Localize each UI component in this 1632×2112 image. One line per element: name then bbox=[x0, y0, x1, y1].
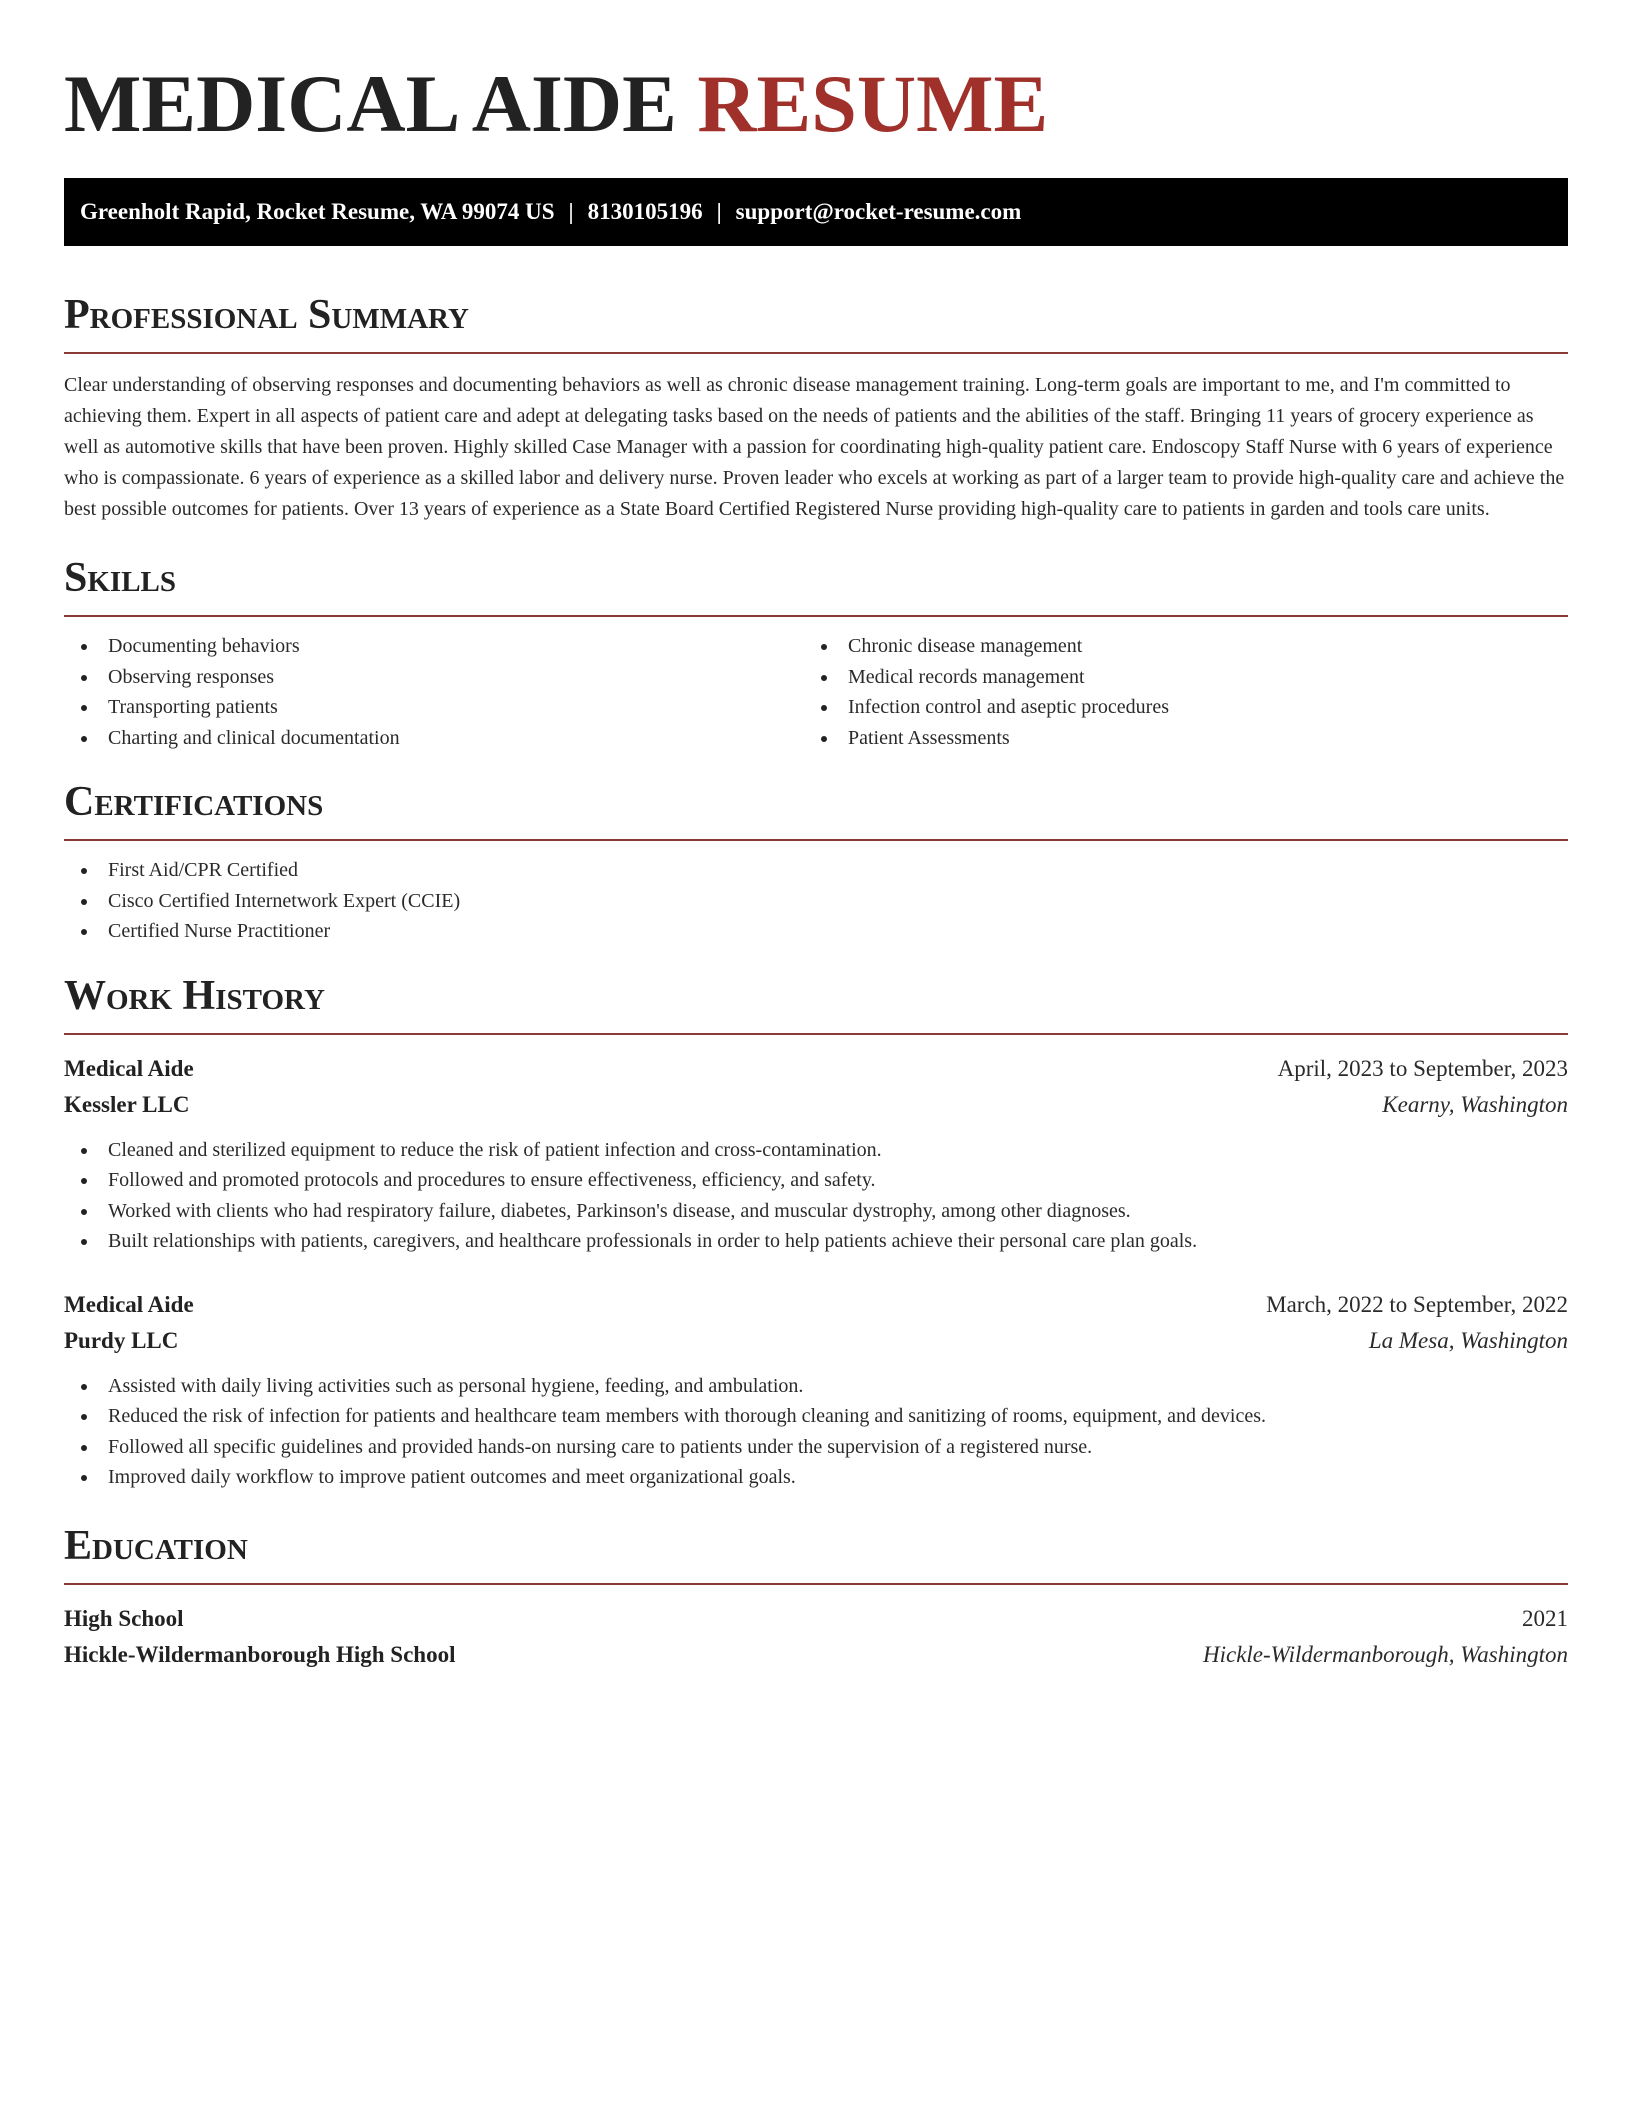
certification-item: First Aid/CPR Certified bbox=[64, 855, 1568, 886]
contact-bar bbox=[64, 178, 1568, 246]
section-divider bbox=[64, 1583, 1568, 1585]
skill-item: Charting and clinical documentation bbox=[64, 723, 804, 754]
job-duty-item: Assisted with daily living activities such as personal hygiene, feeding, and ambulation. bbox=[64, 1371, 1568, 1402]
education-year: 2021 bbox=[1522, 1605, 1568, 1631]
education-section bbox=[64, 1521, 1568, 1673]
summary-section bbox=[64, 290, 1568, 525]
job-duties-list bbox=[64, 1135, 1568, 1257]
job-duty-item: Followed all specific guidelines and provided hands-on nursing care to patients under the supervision of a registered nurse. bbox=[64, 1432, 1568, 1463]
job-header-row bbox=[64, 1287, 1568, 1323]
certifications-list bbox=[64, 855, 1568, 947]
job-title: Medical Aide bbox=[64, 1055, 194, 1081]
job-header-row bbox=[64, 1051, 1568, 1087]
contact-phone: 8130105196 bbox=[587, 199, 703, 224]
summary-heading: Professional Summary bbox=[64, 292, 469, 338]
skills-section bbox=[64, 553, 1568, 753]
job-duties-list bbox=[64, 1371, 1568, 1493]
skill-item: Chronic disease management bbox=[804, 631, 1544, 662]
job-location: Kearny, Washington bbox=[1382, 1091, 1568, 1117]
job-location: La Mesa, Washington bbox=[1368, 1327, 1568, 1353]
resume-page bbox=[64, 0, 1568, 1673]
education-heading: Education bbox=[64, 1522, 248, 1569]
job-title: Medical Aide bbox=[64, 1291, 194, 1317]
contact-address: Greenholt Rapid, Rocket Resume, WA 99074 US bbox=[80, 199, 555, 224]
section-divider bbox=[64, 1033, 1568, 1035]
job-company-row bbox=[64, 1323, 1568, 1359]
skill-item: Patient Assessments bbox=[804, 723, 1544, 754]
work-history-section bbox=[64, 971, 1568, 1493]
job-duty-item: Cleaned and sterilized equipment to reduce the risk of patient infection and cross-contamination. bbox=[64, 1135, 1568, 1166]
education-header-row bbox=[64, 1601, 1568, 1637]
education-entry bbox=[64, 1601, 1568, 1673]
section-divider bbox=[64, 839, 1568, 841]
job-duty-item: Worked with clients who had respiratory failure, diabetes, Parkinson's disease, and muscular dystrophy, among other diagnoses. bbox=[64, 1196, 1568, 1227]
education-degree: High School bbox=[64, 1605, 184, 1631]
skill-item: Documenting behaviors bbox=[64, 631, 804, 662]
skills-list-right bbox=[804, 631, 1544, 753]
education-school: Hickle-Wildermanborough High School bbox=[64, 1641, 456, 1667]
job-company: Purdy LLC bbox=[64, 1327, 179, 1353]
certification-item: Cisco Certified Internetwork Expert (CCIE) bbox=[64, 886, 1568, 917]
work-history-heading: Work History bbox=[64, 972, 325, 1019]
skill-item: Infection control and aseptic procedures bbox=[804, 692, 1544, 723]
certification-item: Certified Nurse Practitioner bbox=[64, 916, 1568, 947]
job-duty-item: Reduced the risk of infection for patients and healthcare team members with thorough cleaning and sanitizing of rooms, equipment, and devices. bbox=[64, 1401, 1568, 1432]
skill-item: Medical records management bbox=[804, 662, 1544, 693]
section-divider bbox=[64, 615, 1568, 617]
section-divider bbox=[64, 352, 1568, 354]
contact-email[interactable]: support@rocket-resume.com bbox=[735, 199, 1022, 224]
resume-title bbox=[64, 58, 1568, 150]
education-school-row bbox=[64, 1637, 1568, 1673]
skill-item: Observing responses bbox=[64, 662, 804, 693]
education-location: Hickle-Wildermanborough, Washington bbox=[1203, 1641, 1568, 1667]
certifications-section bbox=[64, 777, 1568, 947]
job-dates: March, 2022 to September, 2022 bbox=[1266, 1291, 1568, 1317]
job-dates: April, 2023 to September, 2023 bbox=[1277, 1055, 1568, 1081]
contact-separator: | bbox=[568, 199, 574, 224]
title-main: MEDICAL AIDE bbox=[64, 58, 677, 149]
job-company: Kessler LLC bbox=[64, 1091, 190, 1117]
skills-grid bbox=[64, 631, 1568, 753]
job-entry bbox=[64, 1051, 1568, 1257]
skills-list-left bbox=[64, 631, 804, 753]
contact-separator: | bbox=[716, 199, 722, 224]
skill-item: Transporting patients bbox=[64, 692, 804, 723]
certifications-heading: Certifications bbox=[64, 779, 324, 825]
job-company-row bbox=[64, 1087, 1568, 1123]
job-duty-item: Improved daily workflow to improve patient outcomes and meet organizational goals. bbox=[64, 1462, 1568, 1493]
summary-text: Clear understanding of observing responses and documenting behaviors as well as chronic disease management training. Long-term goals are important to me, and I'm committed to achieving them. Expert in all aspects of patient care and adept at delegating tasks based on the needs of patients and the abilities of the staff. Bringing 11 years of grocery experience as well as automotive skills that have been proven. Highly skilled Case Manager with a passion for coordinating high-quality patient care. Endoscopy Staff Nurse with 6 years of experience who is compassionate. 6 years of experience as a skilled labor and delivery nurse. Proven leader who excels at working as part of a larger team to provide high-quality care and achieve the best possible outcomes for patients. Over 13 years of experience as a State Board Certified Registered Nurse providing high-quality care to patients in garden and tools care units. bbox=[64, 374, 1565, 520]
title-accent: RESUME bbox=[697, 58, 1049, 149]
skills-heading: Skills bbox=[64, 555, 177, 601]
job-entry bbox=[64, 1287, 1568, 1493]
job-duty-item: Followed and promoted protocols and procedures to ensure effectiveness, efficiency, and safety. bbox=[64, 1165, 1568, 1196]
job-duty-item: Built relationships with patients, caregivers, and healthcare professionals in order to help patients achieve their personal care plan goals. bbox=[64, 1226, 1568, 1257]
